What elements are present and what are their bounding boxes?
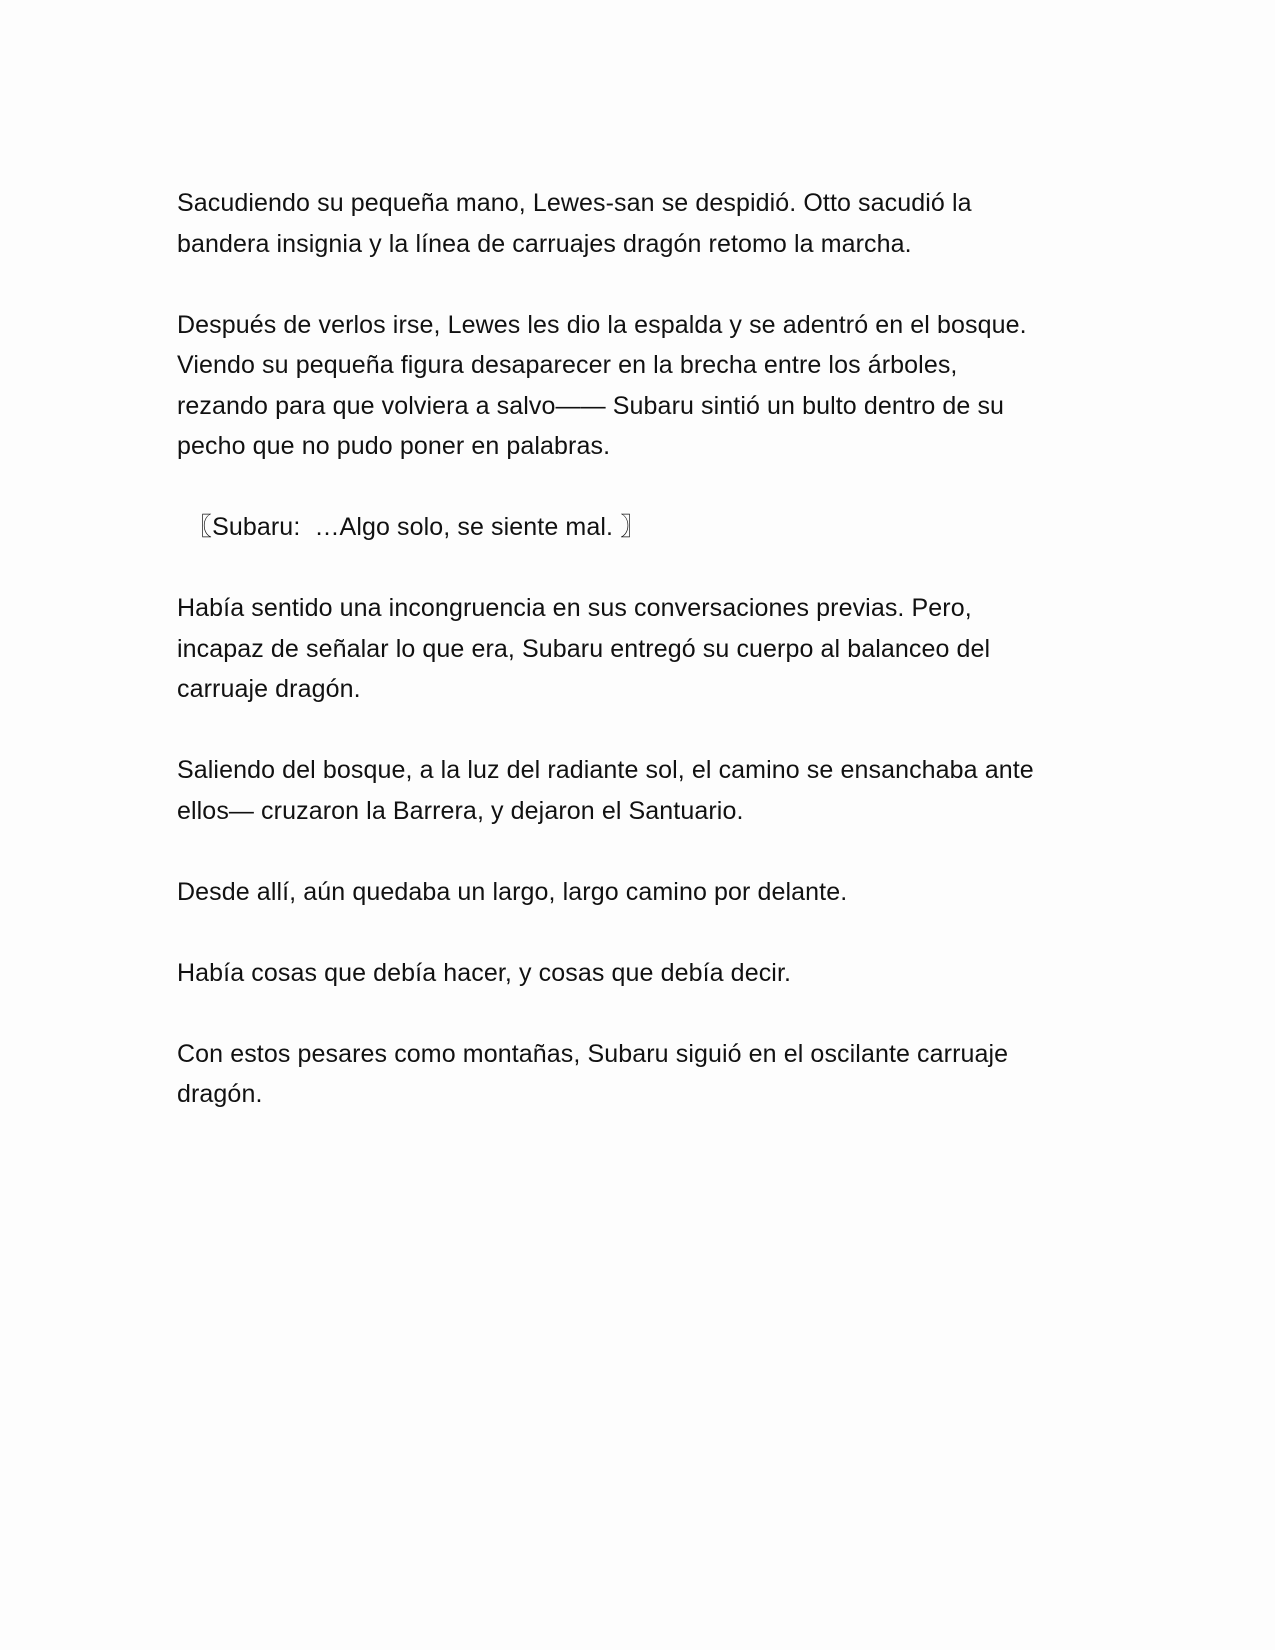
paragraph-7: Con estos pesares como montañas, Subaru siguió en el oscilante carruaje dragón. <box>177 1039 1009 1108</box>
paragraph-3: Había sentido una incongruencia en sus conversaciones previas. Pero, incapaz de señalar lo que era, Subaru entregó su cuerpo al balanceo del carruaje dragón. <box>177 594 991 703</box>
paragraph-5: Desde allí, aún quedaba un largo, largo camino por delante. <box>177 877 848 906</box>
paragraph-4: Saliendo del bosque, a la luz del radiante sol, el camino se ensanchaba ante ellos— cruzaron la Barrera, y dejaron el Santuario. <box>177 756 1034 825</box>
paragraph-2: Después de verlos irse, Lewes les dio la espalda y se adentró en el bosque. Viendo su pequeña figura desaparecer en la brecha entre los árboles, rezando para que volviera a salvo—— Subaru sintió un bulto dentro de su pecho que no pudo poner en palabras. <box>177 310 1027 460</box>
paragraph-1: Sacudiendo su pequeña mano, Lewes-san se despidió. Otto sacudió la bandera insignia y la línea de carruajes dragón retomo la marcha. <box>177 189 972 258</box>
paragraph-6: Había cosas que debía hacer, y cosas que debía decir. <box>177 958 792 987</box>
document-body <box>177 183 1077 1155</box>
dialogue-line: 〖Subaru: …Algo solo, se siente mal. 〗 <box>187 513 646 541</box>
